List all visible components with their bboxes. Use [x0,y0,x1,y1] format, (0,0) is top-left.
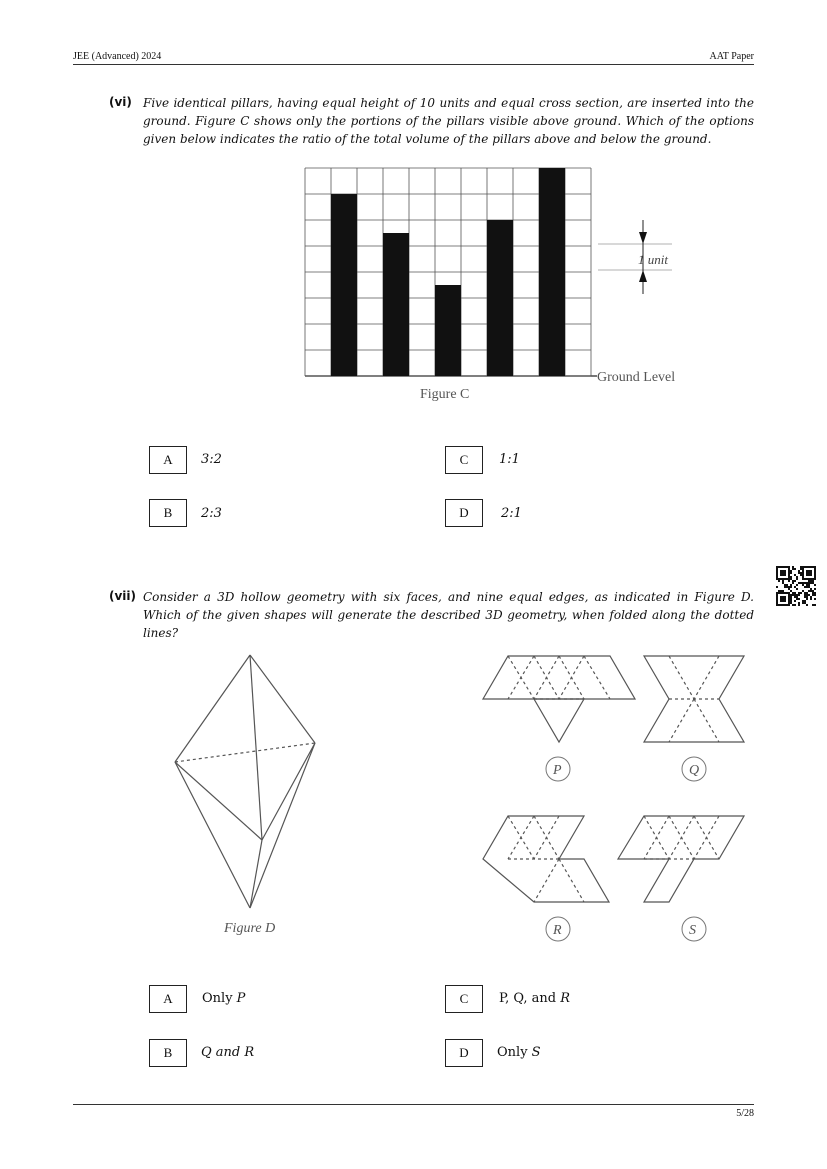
q6-option-c-text: 1:1 [499,452,520,467]
qr-module [808,586,810,588]
qr-module [796,576,798,578]
question-7-number: (vii) [109,589,137,603]
qr-module [808,594,810,596]
qr-module [780,566,782,568]
q6-option-a-box[interactable]: A [149,446,187,474]
figure-c [300,165,700,405]
qr-module [804,586,806,588]
qr-module [788,598,790,600]
qr-module [808,566,810,568]
qr-module [782,574,784,576]
qr-module [788,596,790,598]
qr-module [810,570,812,572]
qr-module [790,578,792,580]
qr-module [808,580,810,582]
hidden-edge [175,743,315,762]
qr-module [800,592,802,594]
qr-module [782,572,784,574]
qr-module [796,594,798,596]
qr-module [802,578,804,580]
qr-module [788,602,790,604]
qr-module [796,578,798,580]
qr-module [782,604,784,606]
edge [175,655,250,762]
qr-module [788,592,790,594]
q6-option-b-text: 2:3 [201,506,222,521]
qr-module [806,594,808,596]
qr-module [776,570,778,572]
qr-module [812,592,814,594]
qr-module [788,594,790,596]
q7-option-b-box[interactable]: B [149,1039,187,1067]
qr-module [810,582,812,584]
qr-module [778,566,780,568]
qr-module [806,574,808,576]
qr-module [778,604,780,606]
qr-module [812,580,814,582]
qr-module [794,586,796,588]
qr-module [780,578,782,580]
qr-module [782,566,784,568]
qr-module [776,602,778,604]
edge [250,655,315,743]
qr-module [800,568,802,570]
qr-module [802,576,804,578]
qr-module [814,592,816,594]
qr-module [786,592,788,594]
qr-module [794,600,796,602]
qr-module [784,584,786,586]
pillar-3 [435,285,461,376]
qr-module [792,580,794,582]
qr-module [780,598,782,600]
qr-module [814,578,816,580]
qr-module [814,584,816,586]
qr-module [814,566,816,568]
qr-module [794,580,796,582]
qr-module [782,592,784,594]
label-q: Q [689,763,700,778]
qr-module [792,582,794,584]
qr-module [810,566,812,568]
qr-module [788,570,790,572]
qr-module [814,594,816,596]
q6-option-d-box[interactable]: D [445,499,483,527]
qr-module [782,600,784,602]
question-6-number: (vi) [109,95,132,109]
qr-module [814,576,816,578]
qr-module [788,600,790,602]
net-s [618,816,744,902]
qr-module [798,602,800,604]
qr-module [788,566,790,568]
qr-module [780,572,782,574]
qr-module [812,604,814,606]
qr-module [790,596,792,598]
qr-module [782,582,784,584]
qr-module [798,604,800,606]
qr-module [810,572,812,574]
qr-module [776,576,778,578]
unit-arrow-down [639,232,647,244]
footer-rule [73,1104,754,1105]
qr-module [780,600,782,602]
q7-option-a-text: Only P [202,991,246,1006]
qr-module [810,580,812,582]
q6-option-a-text: 3:2 [201,452,222,467]
qr-module [806,570,808,572]
qr-module [804,592,806,594]
qr-module [788,604,790,606]
net-p [483,656,635,742]
qr-module [812,582,814,584]
qr-module [776,578,778,580]
qr-module [776,596,778,598]
qr-module [792,604,794,606]
edge [175,762,262,840]
qr-module [802,582,804,584]
qr-module [792,592,794,594]
qr-module [794,574,796,576]
qr-module [804,602,806,604]
qr-module [788,574,790,576]
qr-module [776,600,778,602]
qr-module [794,594,796,596]
qr-module [806,586,808,588]
qr-module [808,574,810,576]
qr-module [786,578,788,580]
qr-module [798,594,800,596]
qr-module [806,572,808,574]
qr-module [782,578,784,580]
qr-module [788,588,790,590]
qr-module [806,566,808,568]
qr-module [798,582,800,584]
qr-module [808,590,810,592]
qr-module [790,570,792,572]
qr-module [798,570,800,572]
qr-module [814,598,816,600]
qr-module [810,590,812,592]
qr-module [790,584,792,586]
qr-module [802,572,804,574]
qr-module [808,578,810,580]
q6-option-b-box[interactable]: B [149,499,187,527]
qr-module [776,592,778,594]
edge [175,762,250,908]
qr-module [776,572,778,574]
qr-module [782,590,784,592]
qr-module [808,582,810,584]
qr-module [782,570,784,572]
header-exam-title: JEE (Advanced) 2024 [73,51,162,62]
qr-module [788,580,790,582]
qr-module [800,582,802,584]
qr-module [786,566,788,568]
q7-option-d-box[interactable]: D [445,1039,483,1067]
qr-module [806,578,808,580]
qr-module [790,572,792,574]
qr-module [780,596,782,598]
qr-module [800,566,802,568]
qr-module [802,602,804,604]
unit-label: 1 unit [638,252,668,267]
qr-module [810,596,812,598]
qr-module [802,568,804,570]
edge [250,743,315,908]
pillar-1 [331,194,357,376]
qr-module [780,604,782,606]
qr-module [812,566,814,568]
q6-option-d-text: 2:1 [501,506,522,521]
qr-module [802,566,804,568]
qr-module [802,584,804,586]
qr-module [812,590,814,592]
qr-module [788,576,790,578]
pillar-5 [539,168,565,376]
qr-module [776,586,778,588]
qr-module [790,594,792,596]
qr-module [802,600,804,602]
qr-module [812,578,814,580]
qr-module [790,590,792,592]
edge [250,655,262,840]
qr-module [784,574,786,576]
header-rule [73,64,754,65]
qr-module [806,604,808,606]
qr-module [796,584,798,586]
edge [262,743,315,840]
qr-module [810,598,812,600]
qr-module [806,584,808,586]
qr-module [804,600,806,602]
qr-module [792,594,794,596]
qr-module [788,572,790,574]
qr-module [804,578,806,580]
label-s: S [689,923,696,938]
qr-module [776,568,778,570]
qr-module [806,592,808,594]
qr-module [814,572,816,574]
net-q [644,656,744,742]
qr-module [798,598,800,600]
ground-level-label: Ground Level [597,370,676,385]
qr-module [776,598,778,600]
qr-module [794,604,796,606]
qr-module [790,586,792,588]
qr-module [814,604,816,606]
qr-module [792,568,794,570]
header-paper-name: AAT Paper [709,51,754,62]
qr-module [812,594,814,596]
q7-option-a-box[interactable]: A [149,985,187,1013]
qr-module [806,596,808,598]
label-p: P [553,763,562,778]
qr-module [796,596,798,598]
figure-c-caption: Figure C [420,387,470,402]
figure-d-caption: Figure D [224,921,276,936]
qr-module [784,586,786,588]
edge [250,840,262,908]
qr-module [784,566,786,568]
qr-module [784,572,786,574]
qr-module [784,592,786,594]
label-r: R [553,923,562,938]
qr-module [788,568,790,570]
qr-module [790,600,792,602]
qr-module [780,570,782,572]
qr-module [796,598,798,600]
qr-module [786,584,788,586]
qr-module [780,592,782,594]
question-7-text: Consider a 3D hollow geometry with six faces, and nine equal edges, as indicated in Figure D. Which of the given shapes will generate the described 3D geometry, when folded along the dotted lines? [143,590,754,640]
qr-module [802,574,804,576]
qr-module [786,586,788,588]
qr-module [784,598,786,600]
qr-module [814,574,816,576]
qr-module [806,598,808,600]
qr-module [810,588,812,590]
qr-module [784,604,786,606]
qr-module [778,592,780,594]
qr-module [776,574,778,576]
qr-module [782,598,784,600]
qr-module [810,574,812,576]
qr-module [804,582,806,584]
q6-option-c-box[interactable]: C [445,446,483,474]
net-r [483,816,609,902]
q7-option-d-text: Only S [497,1045,541,1060]
qr-module [814,588,816,590]
qr-module [796,588,798,590]
qr-module [806,582,808,584]
qr-module [776,566,778,568]
qr-module [794,568,796,570]
qr-module [782,596,784,598]
qr-module [780,590,782,592]
qr-module [788,578,790,580]
page-number: 5/28 [736,1108,754,1119]
qr-module [804,594,806,596]
figure-d [160,650,340,940]
qr-module [782,580,784,582]
qr-module [810,578,812,580]
qr-module [802,590,804,592]
qr-module [800,572,802,574]
q7-option-c-box[interactable]: C [445,985,483,1013]
qr-module [790,576,792,578]
qr-module [780,574,782,576]
qr-module [814,568,816,570]
qr-module [800,574,802,576]
qr-module [790,598,792,600]
qr-code [776,566,816,606]
qr-module [784,596,786,598]
qr-module [804,566,806,568]
qr-module [808,584,810,586]
question-6-text: Five identical pillars, having equal height of 10 units and equal cross section, are inserted into the ground. Figure C shows only the portions of the pillars visible above ground. Which of the options given below indicates the ratio of the total volume of the pillars above and below the ground. [143,96,754,146]
qr-module [776,594,778,596]
unit-arrow-up [639,270,647,282]
q7-option-b-text: Q and R [201,1045,255,1060]
qr-module [808,570,810,572]
qr-module [814,570,816,572]
qr-module [804,596,806,598]
qr-module [778,578,780,580]
qr-module [784,578,786,580]
qr-module [784,600,786,602]
qr-module [786,604,788,606]
qr-module [802,570,804,572]
qr-module [794,592,796,594]
qr-module [784,570,786,572]
qr-module [808,572,810,574]
pillar-2 [383,233,409,376]
qr-module [788,586,790,588]
qr-module [778,580,780,582]
qr-module [798,592,800,594]
pillar-4 [487,220,513,376]
qr-module [798,572,800,574]
qr-module [778,590,780,592]
qr-module [794,596,796,598]
qr-module [776,604,778,606]
nets-figure [470,645,760,955]
qr-module [792,566,794,568]
q7-option-c-text: P, Q, and R [499,991,571,1006]
qr-module [790,602,792,604]
